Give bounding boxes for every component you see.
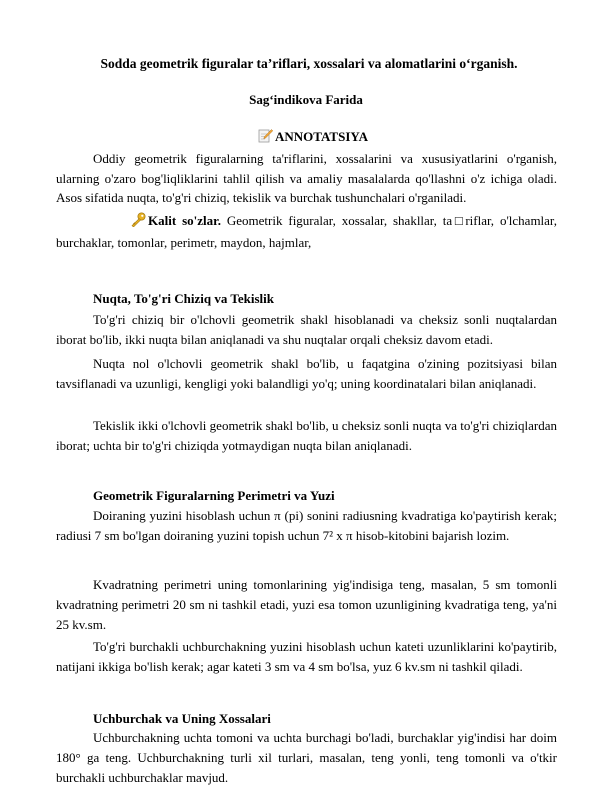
keywords-label: Kalit so'zlar. <box>148 213 221 228</box>
section-paragraph: Kvadratning perimetri uning tomonlarining yig'indisiga teng, masalan, 5 sm tomonli kvadratning perimetri 20 sm ni tashkil etadi, yuzi esa tomon uzunligining kvadratiga teng, ya'ni 25 kv.sm. <box>56 577 557 632</box>
key-icon <box>93 212 146 233</box>
annotation-text: Oddiy geometrik figuralarning ta'riflarini, xossalarini va xususiyatlarini o'rganish, ularning o'zaro bog'liqliklarini tahlil qilish va amaliy masalalarda qo'llashni o'z ichiga oladi. Asos sifatida nuqta, to'g'ri chiziq, tekislik va burchak tushunchalari o'rganiladi. <box>56 151 557 205</box>
author-name: Sag‘indikova Farida <box>249 92 363 107</box>
section-heading: Geometrik Figuralarning Perimetri va Yuzi <box>93 488 335 503</box>
keywords-list: Geometrik figuralar, xossalar, shakllar, ta□riflar, o'lchamlar, burchaklar, tomonlar, perimetr, maydon, hajmlar, <box>56 213 557 250</box>
annotation-heading-text: ANNOTATSIYA <box>275 129 368 144</box>
section-heading: Nuqta, To'g'ri Chiziq va Tekislik <box>93 291 274 306</box>
section-paragraph: To'g'ri burchakli uchburchakning yuzini hisoblash uchun kateti uzunliklarini ko'paytirib, natijani ikkiga bo'lish kerak; agar kateti 3 sm va 4 sm bo'lsa, yuz 6 kv.sm ni tashkil qiladi. <box>56 639 557 674</box>
section-paragraph: Tekislik ikki o'lchovli geometrik shakl bo'lib, u cheksiz sonli nuqta va to'g'ri chiziqlardan iborat; uchta bir to'g'ri chiziqda yotmaydigan nuqta bilan aniqlanadi. <box>56 418 557 453</box>
section-heading: Uchburchak va Uning Xossalari <box>93 711 271 726</box>
section-paragraph: Nuqta nol o'lchovli geometrik shakl bo'lib, u faqatgina o'zining pozitsiyasi bilan tavsiflanadi va uzunligi, kengligi yoki balandligi yo'q; uning koordinatalari bilan aniqlanadi. <box>56 356 557 391</box>
section-paragraph: Uchburchakning uchta tomoni va uchta burchagi bo'ladi, burchaklar yig'indisi har doim 180° ga teng. Uchburchakning turli xil turlari, masalan, teng yonli, teng tomonli va o'tkir burchakli uchburchaklar mavjud. <box>56 730 557 785</box>
memo-pencil-icon <box>258 128 273 147</box>
document-title: Sodda geometrik figuralar ta’riflari, xossalari va alomatlarini o‘rganish. <box>100 56 518 71</box>
annotation-heading <box>0 128 612 147</box>
keywords-paragraph <box>56 211 557 252</box>
section-paragraph: Doiraning yuzini hisoblash uchun π (pi) sonini radiusning kvadratiga ko'paytirish kerak; radiusi 7 sm bo'lgan doiraning yuzini topish uchun 7² x π hisob-kitobini bajarish lozim. <box>56 508 557 543</box>
section-paragraph: To'g'ri chiziq bir o'lchovli geometrik shakl hisoblanadi va cheksiz sonli nuqtalardan iborat bo'lib, ikki nuqta bilan aniqlanadi va shu nuqtalar orqali cheksiz davom etadi. <box>56 312 557 347</box>
